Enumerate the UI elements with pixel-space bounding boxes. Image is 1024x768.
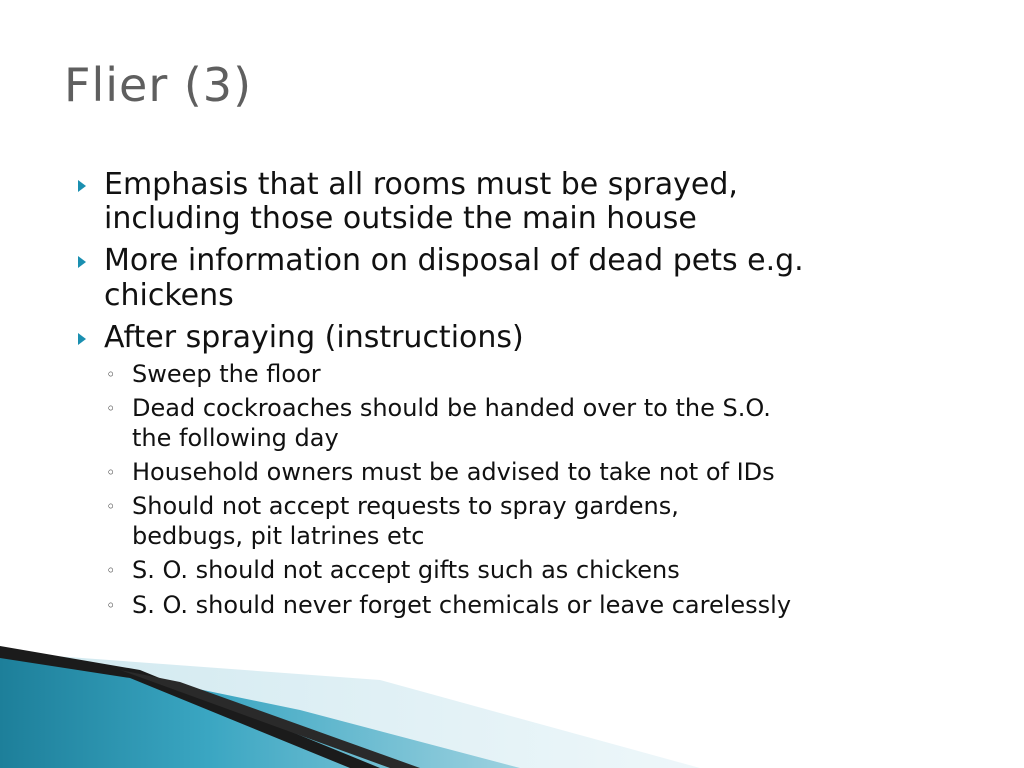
sub-bullet-circle-icon: ◦ [106, 561, 116, 580]
sub-bullet-text: Should not accept requests to spray gardens, [132, 492, 679, 520]
sub-bullet-text-continued: the following day [132, 424, 339, 452]
sub-bullet-text: Dead cockroaches should be handed over to the S.O. [132, 394, 771, 422]
sub-bullet-circle-icon: ◦ [106, 497, 116, 516]
bullet-text: More information on disposal of dead pets e.g. [104, 243, 804, 278]
bullet-triangle-icon [76, 178, 88, 194]
sub-bullet-circle-icon: ◦ [106, 365, 116, 384]
slide-title: Flier (3) [64, 58, 253, 112]
sub-bullet-text: Sweep the floor [132, 360, 321, 388]
bullet-text: Emphasis that all rooms must be sprayed, [104, 167, 738, 202]
sub-bullet-text: Household owners must be advised to take not of IDs [132, 458, 775, 486]
bullet-text-continued: including those outside the main house [104, 201, 697, 236]
sub-bullet-text: S. O. should never forget chemicals or leave carelessly [132, 591, 792, 619]
bullet-text: After spraying (instructions) [104, 320, 524, 355]
sub-bullet-circle-icon: ◦ [106, 596, 116, 615]
sub-bullet-text: S. O. should not accept gifts such as chickens [132, 556, 680, 584]
sub-bullet-circle-icon: ◦ [106, 399, 116, 418]
bullet-triangle-icon [76, 254, 88, 270]
decorative-swoosh [0, 600, 1024, 768]
sub-bullet-text-continued: bedbugs, pit latrines etc [132, 522, 425, 550]
bullet-text-continued: chickens [104, 278, 234, 313]
bullet-triangle-icon [76, 331, 88, 347]
sub-bullet-circle-icon: ◦ [106, 463, 116, 482]
